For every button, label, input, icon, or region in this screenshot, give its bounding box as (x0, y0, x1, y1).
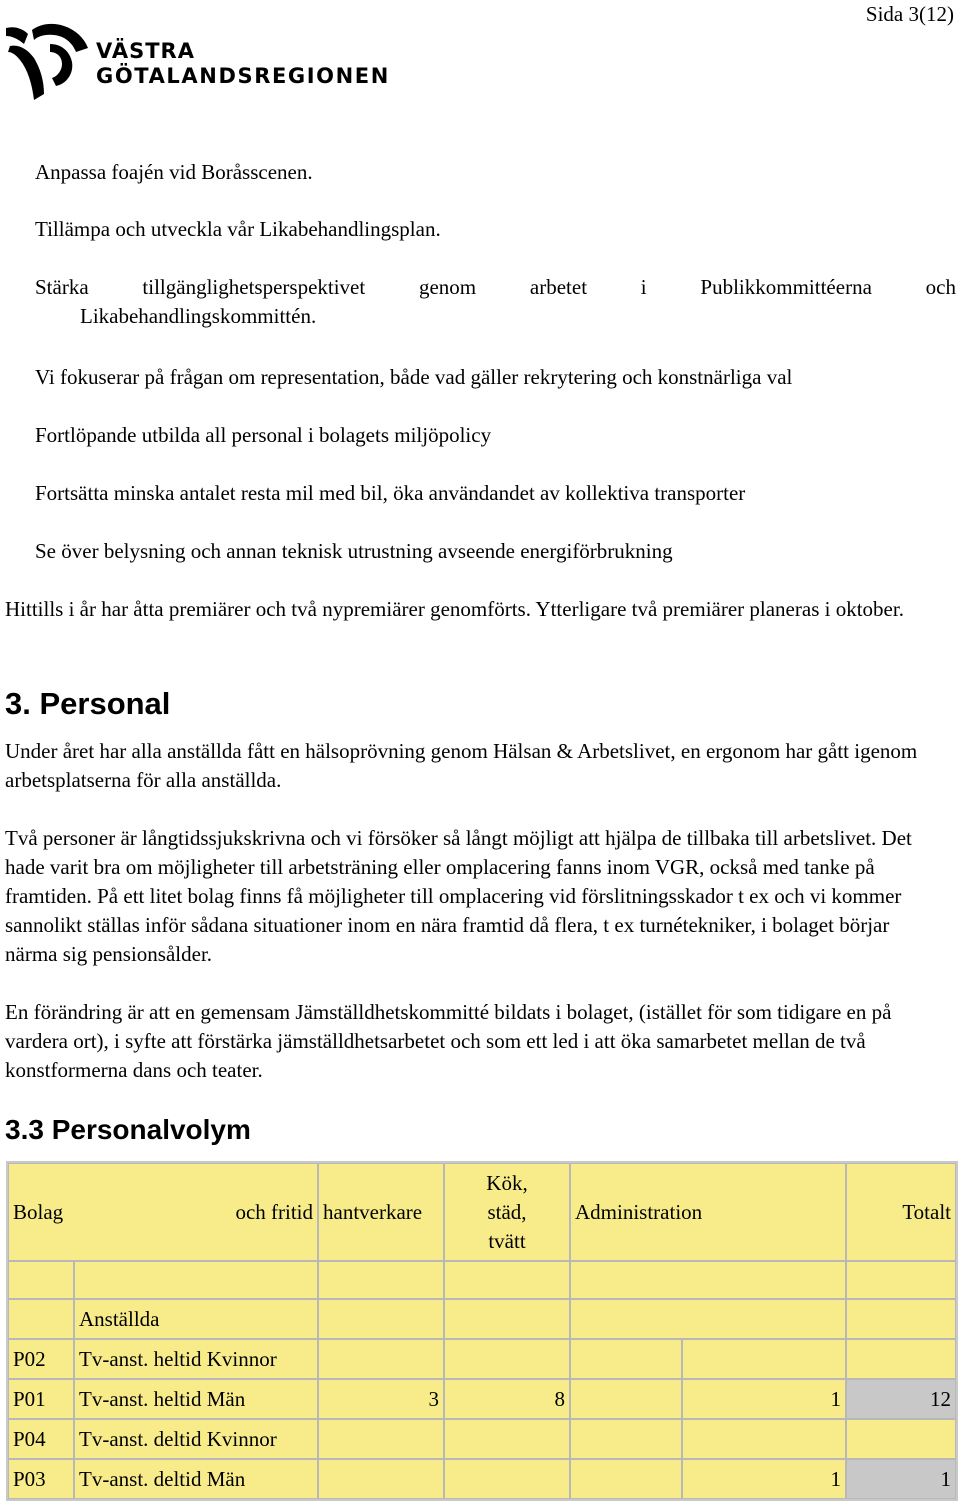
table-row (8, 1299, 956, 1339)
table-cell (8, 1261, 74, 1299)
cell-hantverkare (444, 1459, 570, 1499)
cell-admin: 1 (682, 1379, 846, 1419)
goal-item: Fortlöpande utbilda all personal i bolagets miljöpolicy (35, 423, 492, 447)
table-cell (570, 1261, 846, 1299)
header-fritid: och fritid (235, 1199, 313, 1224)
table-cell (570, 1299, 846, 1339)
cell-fritid (318, 1419, 444, 1459)
cell-kok (570, 1339, 682, 1379)
goal-text: Stärka tillgänglighetsperspektivet genom arbetet i Publikkommittéerna och (35, 275, 956, 299)
table-cell (8, 1299, 74, 1339)
cell-kok (570, 1419, 682, 1459)
row-label: Tv-anst. heltid Män (74, 1379, 318, 1419)
premieres-paragraph: Hittills i år har åtta premiärer och två nypremiärer genomförts. Ytterligare två premiärer planeras i oktober. (5, 597, 904, 621)
table-cell (318, 1261, 444, 1299)
header-cell (8, 1163, 318, 1261)
table-cell (444, 1299, 570, 1339)
table-row (8, 1379, 956, 1419)
cell-total: 1 (846, 1459, 956, 1499)
header-kok-line: städ, (487, 1199, 527, 1224)
table-row (8, 1261, 956, 1299)
cell-total (846, 1339, 956, 1379)
goal-item: Se över belysning och annan teknisk utrustning avseende energiförbrukning (35, 539, 673, 563)
row-label: Tv-anst. heltid Kvinnor (74, 1339, 318, 1379)
cell-admin: 1 (682, 1459, 846, 1499)
cell-total (846, 1419, 956, 1459)
table-cell (74, 1261, 318, 1299)
goal-item: Tillämpa och utveckla vår Likabehandlingsplan. (35, 217, 441, 241)
cell-kok (570, 1459, 682, 1499)
section-heading: 3. Personal (5, 686, 171, 721)
personalvolym-table (6, 1161, 958, 1501)
table-cell (846, 1299, 956, 1339)
cell-kok (570, 1379, 682, 1419)
cell-admin (682, 1339, 846, 1379)
cell-fritid (318, 1339, 444, 1379)
header-hantverkare: hantverkare (318, 1163, 444, 1261)
goal-item: Anpassa foajén vid Boråsscenen. (35, 160, 313, 184)
goal-item-continued: Likabehandlingskommittén. (80, 304, 317, 328)
group-label: Anställda (74, 1299, 318, 1339)
cell-hantverkare: 8 (444, 1379, 570, 1419)
goal-item (35, 273, 956, 302)
paragraph: En förändring är att en gemensam Jämställdhetskommitté bildats i bolaget, (istället för som tidigare en på vardera ort), i syfte att förstärka jämställdhetsarbetet och som ett led i att öka samarbetet mellan de två konstformerna dans och teater. (5, 1000, 892, 1082)
paragraph: Under året har alla anställda fått en hälsoprövning genom Hälsan & Arbetslivet, en ergonom har gått igenom arbetsplatserna för alla anställda. (5, 739, 918, 792)
row-code: P04 (8, 1419, 74, 1459)
row-code: P01 (8, 1379, 74, 1419)
row-code: P03 (8, 1459, 74, 1499)
header-bolag: Bolag (13, 1199, 64, 1224)
table-cell (846, 1261, 956, 1299)
cell-hantverkare (444, 1339, 570, 1379)
header-kok (444, 1163, 570, 1261)
page-number: Sida 3(12) (865, 2, 954, 26)
cell-admin (682, 1419, 846, 1459)
row-code: P02 (8, 1339, 74, 1379)
header-kok-line: Kök, (486, 1170, 528, 1195)
table-cell (318, 1299, 444, 1339)
region-emblem-icon (4, 22, 94, 106)
cell-hantverkare (444, 1419, 570, 1459)
goal-item: Vi fokuserar på frågan om representation, både vad gäller rekrytering och konstnärliga val (35, 365, 793, 389)
header-administration: Administration (570, 1163, 846, 1261)
cell-total: 12 (846, 1379, 956, 1419)
logo-line-2: GÖTALANDSREGIONEN (96, 64, 390, 88)
table-cell (444, 1261, 570, 1299)
header-kok-line: tvätt (488, 1228, 526, 1253)
logo-line-1: VÄSTRA (96, 39, 195, 63)
table-row (8, 1339, 956, 1379)
table-row (8, 1459, 956, 1499)
section-heading: 3.3 Personalvolym (5, 1114, 251, 1145)
table-header-row (8, 1163, 956, 1261)
cell-fritid: 3 (318, 1379, 444, 1419)
paragraph: Två personer är långtidssjukskrivna och vi försöker så långt möjligt att hjälpa de tillbaka till arbetslivet. Det hade varit bra om möjligheter till arbetsträning eller omplacering fanns inom VGR, också med tanke på framtiden. På ett litet bolag finns få möjligheter till omplacering vid förslitningsskador t ex och vi kommer sannolikt ställas inför sådana situationer inom en nära framtid då flera, t ex turnétekniker, i bolaget börjar närma sig pensionsålder. (5, 826, 912, 966)
header-totalt: Totalt (846, 1163, 956, 1261)
vastra-gotalandsregionen-logo (4, 22, 390, 106)
goal-item: Fortsätta minska antalet resta mil med bil, öka användandet av kollektiva transporter (35, 481, 746, 505)
cell-fritid (318, 1459, 444, 1499)
table-row (8, 1419, 956, 1459)
row-label: Tv-anst. deltid Män (74, 1459, 318, 1499)
row-label: Tv-anst. deltid Kvinnor (74, 1419, 318, 1459)
